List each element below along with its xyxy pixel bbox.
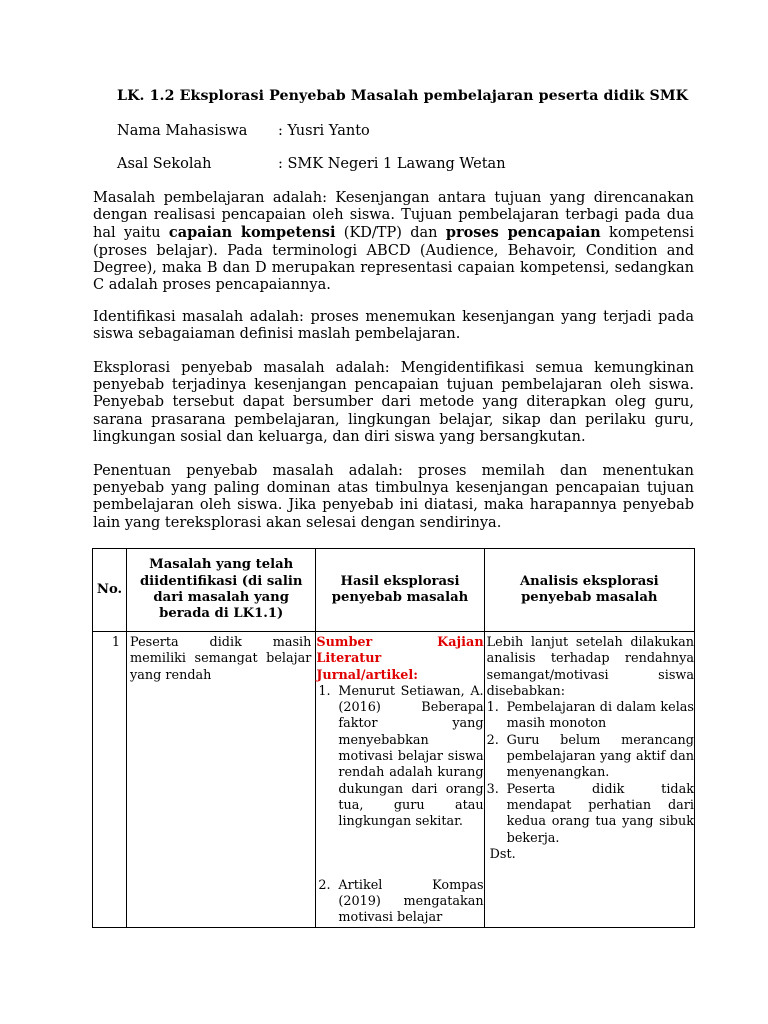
header-masalah: Masalah yang telah diidentifikasi (di salin dari masalah yang berada di LK1.1) xyxy=(127,549,316,632)
hasil-heading: Sumber Kajian Literatur Jurnal/artikel: xyxy=(316,635,484,683)
para-text: kompetensi (proses belajar). Pada terminologi ABCD (Audience, Behavoir, Condition and Degree), maka B dan D merupakan representasi capaian kompetensi, sedangkan C adalah proses pencapaiannya. xyxy=(93,225,694,294)
list-item xyxy=(485,700,694,733)
list-number: 1. xyxy=(318,683,331,699)
paragraph-penentuan: Penentuan penyebab masalah adalah: proses memilah dan menentukan penyebab yang paling dominan atas timbulnya kesenjangan pencapaian tujuan pembelajaran oleh siswa. Jika penyebab ini diatasi, maka harapannya penyebab lain yang tereksplorasi akan selesai dengan sendirinya. xyxy=(93,463,694,531)
cell-hasil xyxy=(316,632,484,928)
header-no: No. xyxy=(93,549,127,632)
table-row xyxy=(93,632,695,928)
table-header-row xyxy=(93,549,695,632)
paragraph-eksplorasi: Eksplorasi penyebab masalah adalah: Mengidentifikasi semua kemungkinan penyebab terjadinya kesenjangan pencapaian tujuan pembelajaran oleh siswa. Penyebab tersebut dapat bersumber dari metode yang diterapkan oleg guru, sarana prasarana pembelajaran, lingkungan belajar, sikap dan perilaku guru, lingkungan sosial dan keluarga, dan diri siswa yang bersangkutan. xyxy=(93,360,694,445)
exploration-table xyxy=(92,548,695,928)
list-number: 1. xyxy=(486,700,499,716)
para-text: (KD/TP) dan xyxy=(335,225,446,242)
para-bold-text: proses pencapaian xyxy=(445,224,601,242)
list-text: Artikel Kompas (2019) mengatakan motivasi belajar xyxy=(338,877,484,926)
list-text: Peserta didik tidak mendapat perhatian dari kedua orang tua yang sibuk bekerja. xyxy=(506,781,694,846)
cell-analisis xyxy=(484,632,694,928)
cell-masalah: Peserta didik masih memiliki semangat belajar yang rendah xyxy=(127,632,316,928)
analisis-end: Dst. xyxy=(489,846,516,862)
info-label: Nama Mahasiswa xyxy=(117,123,248,139)
list-number: 2. xyxy=(318,877,331,893)
list-item xyxy=(316,684,483,831)
list-item xyxy=(485,733,694,782)
list-number: 3. xyxy=(486,781,499,797)
para-text: Masalah pembelajaran adalah: Kesenjangan antara tujuan yang direncanakan dengan realisasi pencapaian oleh siswa. Tujuan pembelajaran terbagi pada dua hal yaitu xyxy=(93,190,694,242)
list-item xyxy=(316,878,483,927)
list-text: Guru belum merancang pembelajaran yang aktif dan menyenangkan. xyxy=(506,732,694,781)
header-hasil: Hasil eksplorasi penyebab masalah xyxy=(316,549,484,632)
hasil-list xyxy=(316,684,483,927)
paragraph-identifikasi: Identifikasi masalah adalah: proses menemukan kesenjangan yang terjadi pada siswa sebagaiaman definisi maslah pembelajaran. xyxy=(93,309,694,343)
list-text: Menurut Setiawan, A. (2016) Beberapa faktor yang menyebabkan motivasi belajar siswa rendah adalah kurang dukungan dari orang tua, guru atau lingkungan sekitar. xyxy=(338,683,484,830)
analisis-list xyxy=(485,700,694,847)
header-analisis: Analisis eksplorasi penyebab masalah xyxy=(484,549,694,632)
paragraph-masalah-pembelajaran xyxy=(93,190,694,294)
info-value: : SMK Negeri 1 Lawang Wetan xyxy=(278,156,506,172)
list-spacer xyxy=(316,831,483,878)
row-number: 1 xyxy=(93,632,127,928)
info-label: Asal Sekolah xyxy=(117,156,212,172)
info-value: : Yusri Yanto xyxy=(278,123,370,139)
list-text: Pembelajaran di dalam kelas masih monoton xyxy=(506,700,694,732)
document-title: LK. 1.2 Eksplorasi Penyebab Masalah pembelajaran peserta didik SMK xyxy=(117,88,689,104)
analisis-intro: Lebih lanjut setelah dilakukan analisis terhadap rendahnya semangat/motivasi siswa disebabkan: xyxy=(486,635,694,699)
list-item xyxy=(485,782,694,847)
list-number: 2. xyxy=(486,732,499,748)
para-bold-text: capaian kompetensi xyxy=(168,224,336,242)
